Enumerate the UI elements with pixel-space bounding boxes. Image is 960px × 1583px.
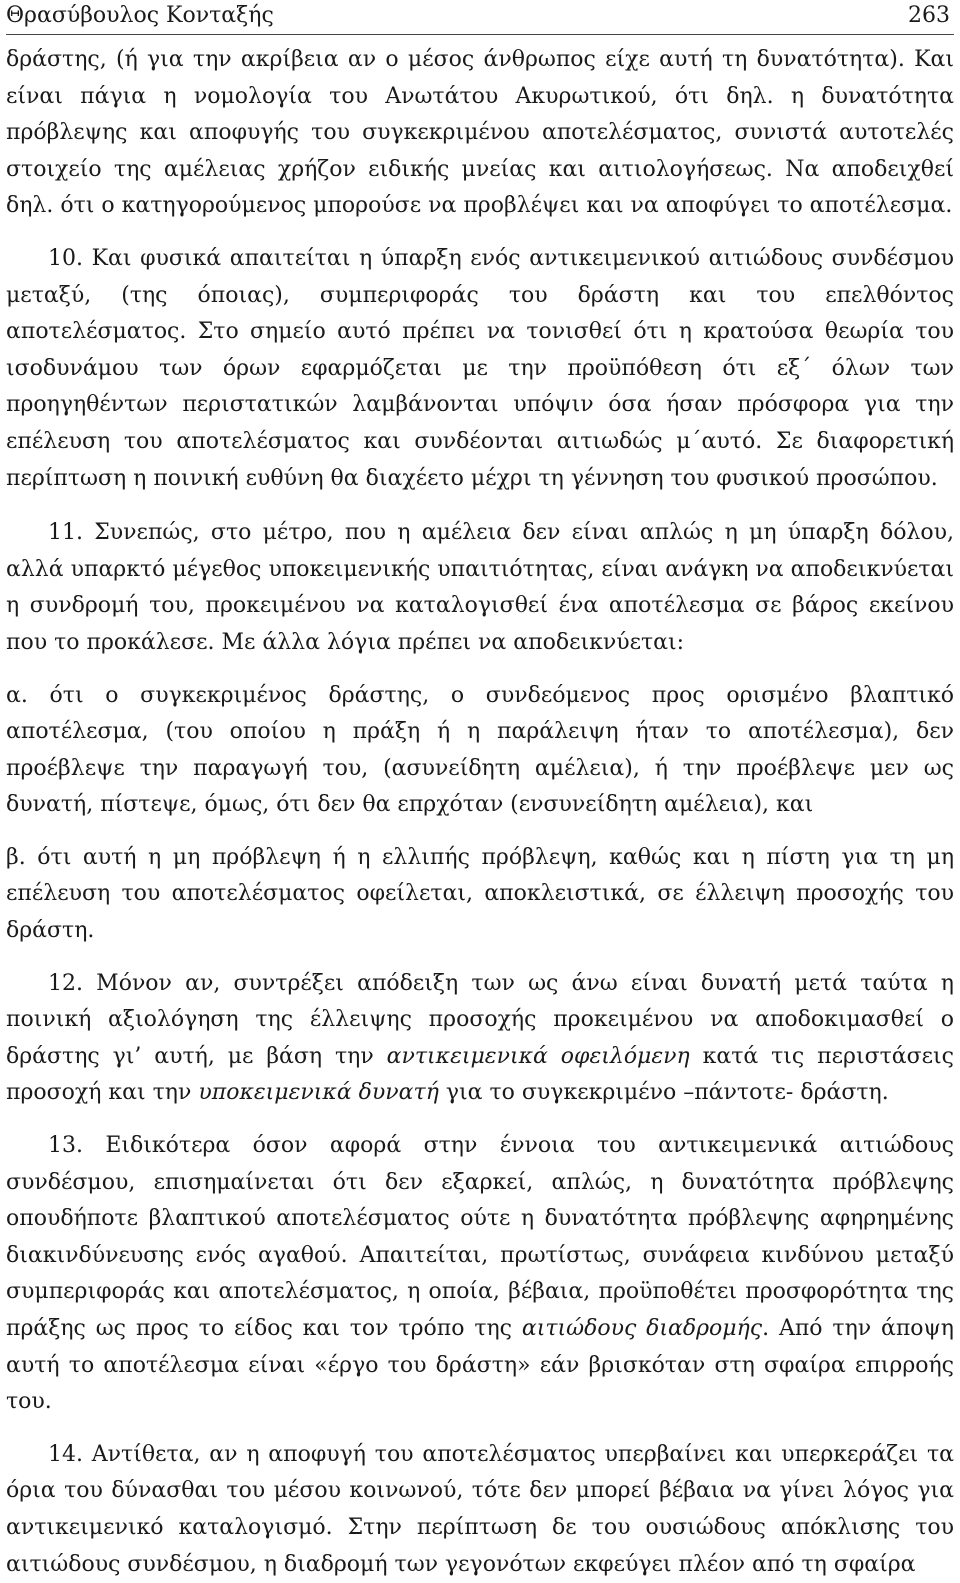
paragraph-12-italic-subjective: υποκειμενικά δυνατή [198, 1080, 439, 1106]
paragraph-10: 10. Και φυσικά απαιτείται η ύπαρξη ενός αντικειμενικού αιτιώδους συνδέσμου μεταξύ, (της όποιας), συμπεριφοράς του δράστη και του επελθόντος αποτελέσματος. Στο σημείο αυτό πρέπει να τονισθεί ότι η κρατούσα θεωρία του ισοδυνάμου των όρων εφαρμόζεται με την προϋπόθεση ότι εξ΄ όλων των προηγηθέντων περιστατικών λαμβάνονται υπόψιν όσα ήσαν πρόσφορα για την επέλευση του αποτελέσματος και συνδέονται αιτιωδώς μ΄αυτό. Σε διαφορετική περίπτωση η ποινική ευθύνη θα διαχέετο μέχρι τη γέννηση του φυσικού προσώπου. [6, 245, 954, 491]
paragraph-13-text-a: 13. Ειδικότερα όσον αφορά στην έννοια του αντικειμενικά αιτιώδους συνδέσμου, επισημαίνεται ότι δεν εξαρκεί, απλώς, η δυνατότητα πρόβλεψης οπουδήποτε βλαπτικού αποτελέσματος ούτε η δυνατότητα πρόβλεψης αφηρημένης διακινδύνευσης ενός αγαθού. Απαιτείται, πρωτίστως, συνάφεια κινδύνου μεταξύ συμπεριφοράς και αποτελέσματος, η οποία, βέβαια, προϋποθέτει προσφορότητα της πράξης ως προς το είδος και τον τρόπο της [6, 1133, 954, 1341]
running-head: Θρασύβουλος Κονταξής [6, 3, 274, 28]
paragraph-12-text-e: για το συγκεκριμένο –πάντοτε- δράστη. [438, 1080, 889, 1106]
paragraph-13-italic-causal-path: αιτιώδους διαδρομής [521, 1316, 763, 1341]
paragraph-12-text-c: κατά τις περιστάσεις προσοχή και την [6, 1043, 954, 1106]
paragraph-alpha: α. ότι ο συγκεκριμένος δράστης, ο συνδεόμενος προς ορισμένο βλαπτικό αποτέλεσμα, (του οποίου η πράξη ή η παράλειψη ήταν το αποτέλεσμα), δεν προέβλεψε την παραγωγή του, (ασυνείδητη αμέλεια), ή την προέβλεψε μεν ως δυνατή, πίστεψε, όμως, ότι δεν θα επρχόταν (ενσυνείδητη αμέλεια), και [6, 682, 954, 818]
paragraph-continuation: δράστης, (ή για την ακρίβεια αν ο μέσος άνθρωπος είχε αυτή τη δυνατότητα). Και είναι πάγια η νομολογία του Ανωτάτου Ακυρωτικού, ότι δηλ. η δυνατότητα πρόβλεψης και αποφυγής του συγκεκριμένου αποτελέσματος, συνιστά αυτοτελές στοιχείο της αμέλειας χρήζον ειδικής μνείας και αιτιολογήσεως. Να αποδειχθεί δηλ. ότι ο κατηγορούμενος μπορούσε να προβλέψει και να αποφύγει το αποτέλεσμα. [6, 47, 954, 219]
paragraph-14: 14. Αντίθετα, αν η αποφυγή του αποτελέσματος υπερβαίνει και υπερκεράζει τα όρια του δύνασθαι του μέσου κοινωνού, τότε δεν μπορεί βέβαια να γίνει λόγος για αντικειμενικό καταλογισμό. Στην περίπτωση δε του ουσιώδους απόκλισης του αιτιώδους συνδέσμου, η διαδρομή των γεγονότων εκφεύγει πλέον από τη σφαίρα [6, 1441, 954, 1577]
page-number: 263 [908, 3, 950, 28]
page-body [6, 42, 954, 1583]
paragraph-12 [6, 966, 954, 1112]
page-header [0, 0, 960, 34]
paragraph-12-italic-objective: αντικειμενικά οφειλόμενη [386, 1043, 690, 1069]
paragraph-12-text-a: 12. Μόνον αν, συντρέξει απόδειξη των ως άνω είναι δυνατή μετά ταύτα η ποινική αξιολόγηση της έλλειψης προσοχής προκειμένου να αποδοκιμασθεί ο δράστης γι’ αυτή, με βάση την [6, 970, 954, 1069]
header-rule [6, 34, 954, 35]
paragraph-11: 11. Συνεπώς, στο μέτρο, που η αμέλεια δεν είναι απλώς η μη ύπαρξη δόλου, αλλά υπαρκτό μέγεθος υποκειμενικής υπαιτιότητας, είναι ανάγκη να αποδεικνύεται η συνδρομή του, προκειμένου να καταλογισθεί ένα αποτέλεσμα σε βάρος εκείνου που το προκάλεσε. Με άλλα λόγια πρέπει να αποδεικνύεται: [6, 520, 954, 655]
paragraph-13-text-c: . Από την άποψη αυτή το αποτέλεσμα είναι «έργο του δράστη» εάν βρισκόταν στη σφαίρα επιρροής του. [6, 1316, 954, 1415]
paragraph-13 [6, 1128, 954, 1421]
paragraph-beta: β. ότι αυτή η μη πρόβλεψη ή η ελλιπής πρόβλεψη, καθώς και η πίστη για τη μη επέλευση του αποτελέσματος οφείλεται, αποκλειστικά, σε έλλειψη προσοχής του δράστη. [6, 844, 954, 944]
